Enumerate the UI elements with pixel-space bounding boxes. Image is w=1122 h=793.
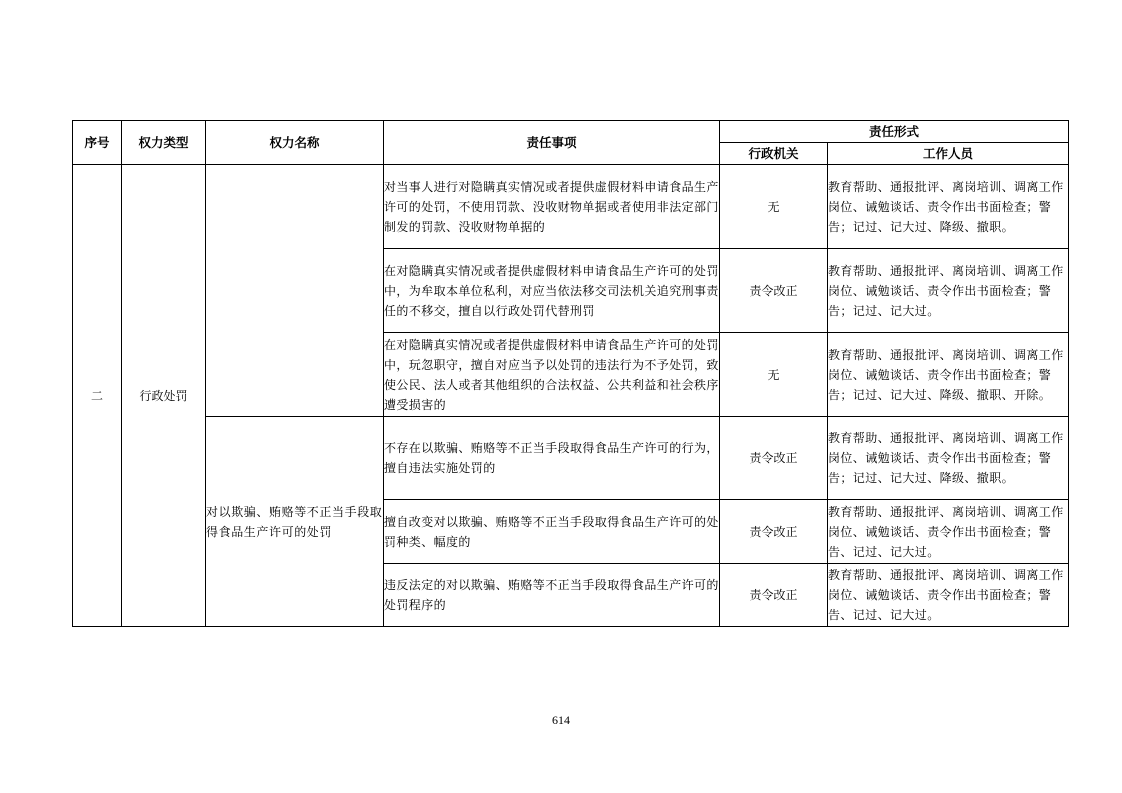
- table-row: [73, 417, 1069, 500]
- responsibility-item: 在对隐瞒真实情况或者提供虚假材料申请食品生产许可的处罚中，玩忽职守，擅自对应当予以处罚的违法行为不予处罚，致使公民、法人或者其他组织的合法权益、公共利益和社会秩序遭受损害的: [384, 333, 720, 417]
- header-row-top: [73, 121, 1069, 143]
- page-number: 614: [552, 713, 570, 727]
- responsibility-item: 在对隐瞒真实情况或者提供虚假材料申请食品生产许可的处罚中，为牟取本单位私利，对应当依法移交司法机关追究刑事责任的不移交，擅自以行政处罚代替刑罚: [384, 249, 720, 333]
- admin-organ-cell: 责令改正: [720, 564, 828, 627]
- power-name-cell: 对以欺骗、贿赂等不正当手段取得食品生产许可的处罚: [206, 417, 384, 627]
- header-power-type: 权力类型: [122, 121, 206, 165]
- responsibility-item: 擅自改变对以欺骗、贿赂等不正当手段取得食品生产许可的处罚种类、幅度的: [384, 500, 720, 564]
- admin-organ-cell: 无: [720, 165, 828, 249]
- admin-organ-cell: 责令改正: [720, 249, 828, 333]
- seq-cell: 二: [73, 165, 122, 627]
- staff-penalty-cell: 教育帮助、通报批评、离岗培训、调离工作岗位、诫勉谈话、责令作出书面检查；警告、记过、记大过。: [828, 500, 1069, 564]
- staff-penalty-cell: 教育帮助、通报批评、离岗培训、调离工作岗位、诫勉谈话、责令作出书面检查；警告、记过、记大过。: [828, 564, 1069, 627]
- header-liability-form: 责任形式: [720, 121, 1069, 143]
- staff-penalty-cell: 教育帮助、通报批评、离岗培训、调离工作岗位、诫勉谈话、责令作出书面检查；警告；记过、记大过、降级、撤职、开除。: [828, 333, 1069, 417]
- staff-penalty-cell: 教育帮助、通报批评、离岗培训、调离工作岗位、诫勉谈话、责令作出书面检查；警告；记过、记大过、降级、撤职。: [828, 165, 1069, 249]
- header-responsibility: 责任事项: [384, 121, 720, 165]
- admin-organ-cell: 责令改正: [720, 417, 828, 500]
- header-staff: 工作人员: [828, 143, 1069, 165]
- power-name-cell: [206, 165, 384, 417]
- header-power-name: 权力名称: [206, 121, 384, 165]
- staff-penalty-cell: 教育帮助、通报批评、离岗培训、调离工作岗位、诫勉谈话、责令作出书面检查；警告；记过、记大过、降级、撤职。: [828, 417, 1069, 500]
- admin-organ-cell: 责令改正: [720, 500, 828, 564]
- power-type-cell: 行政处罚: [122, 165, 206, 627]
- header-seq: 序号: [73, 121, 122, 165]
- responsibility-item: 不存在以欺骗、贿赂等不正当手段取得食品生产许可的行为，擅自违法实施处罚的: [384, 417, 720, 500]
- responsibility-item: 对当事人进行对隐瞒真实情况或者提供虚假材料申请食品生产许可的处罚，不使用罚款、没收财物单据或者使用非法定部门制发的罚款、没收财物单据的: [384, 165, 720, 249]
- responsibility-item: 违反法定的对以欺骗、贿赂等不正当手段取得食品生产许可的处罚程序的: [384, 564, 720, 627]
- admin-organ-cell: 无: [720, 333, 828, 417]
- header-admin-organ: 行政机关: [720, 143, 828, 165]
- staff-penalty-cell: 教育帮助、通报批评、离岗培训、调离工作岗位、诫勉谈话、责令作出书面检查；警告；记过、记大过。: [828, 249, 1069, 333]
- responsibility-table: [72, 120, 1069, 627]
- table-row: [73, 165, 1069, 249]
